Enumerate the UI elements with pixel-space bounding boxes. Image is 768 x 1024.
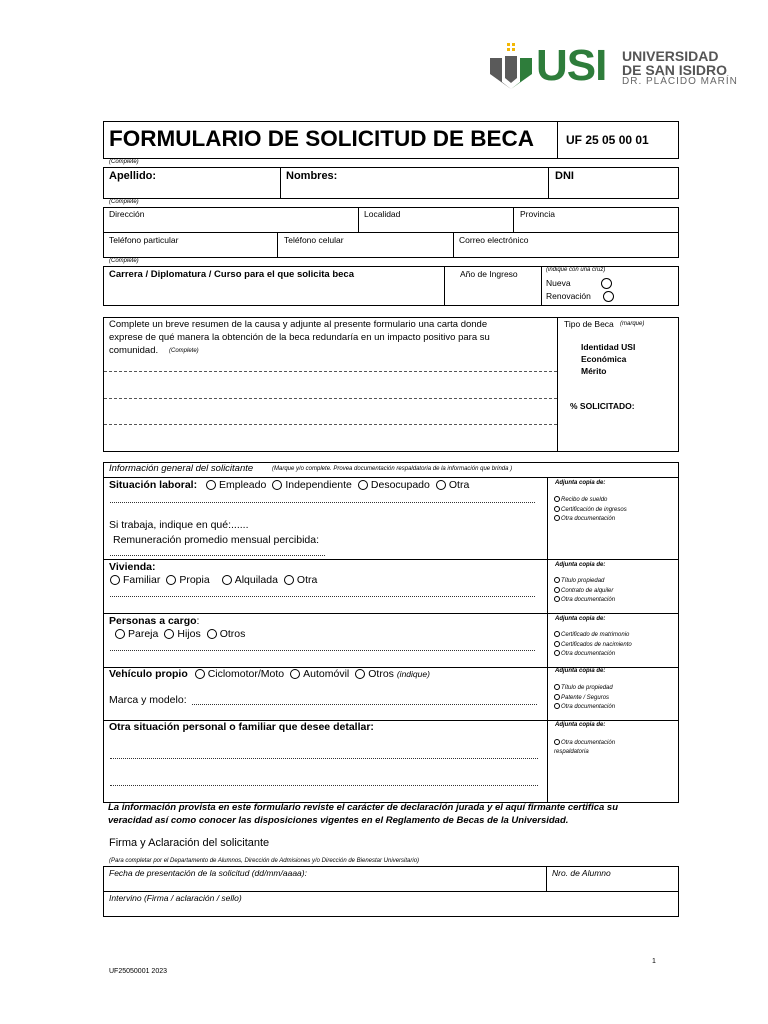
personas-docs: [554, 631, 632, 660]
resumen-complete-tag: (Complete): [169, 348, 199, 354]
tipo-beca-label: Tipo de Beca: [564, 319, 614, 329]
firma-label: Firma y Aclaración del solicitante: [109, 837, 270, 849]
resumen-line[interactable]: [104, 424, 557, 425]
remuneracion-line[interactable]: [110, 555, 325, 556]
laboral-independiente-radio[interactable]: [272, 480, 282, 490]
vehiculo-ciclomotor-radio[interactable]: [195, 669, 205, 679]
info-title: Información general del solicitante: [109, 463, 254, 474]
logo-line1: UNIVERSIDAD: [622, 48, 719, 64]
resumen-text-3: comunidad.: [109, 345, 159, 356]
carrera-field[interactable]: Carrera / Diplomatura / Curso para el que solicita beca: [109, 269, 354, 280]
depto-note: (Para completar por el Departamento de Alumnos, Dirección de Admisiones y/o Dirección de Bienestar Universitario): [109, 858, 420, 864]
vivienda-familiar-radio[interactable]: [110, 575, 120, 585]
renovacion-radio[interactable]: [603, 291, 614, 302]
page-number: 1: [652, 958, 656, 965]
declaracion-line1: La información provista en este formulario reviste el carácter de declaración jurada y el aquí firmante certifica su: [108, 802, 619, 813]
correo-field[interactable]: Correo electrónico: [459, 235, 529, 245]
laboral-label: Situación laboral:: [109, 479, 198, 491]
intervino-field[interactable]: Intervino (Firma / aclaración / sello): [109, 893, 242, 903]
laboral-docs: [554, 496, 627, 525]
personas-pareja-radio[interactable]: [115, 629, 125, 639]
laboral-independiente-label: Independiente: [285, 479, 352, 491]
otra-situacion-line[interactable]: [110, 785, 538, 786]
vehiculo-label: Vehículo propio: [109, 668, 188, 680]
form-title: FORMULARIO DE SOLICITUD DE BECA: [109, 126, 534, 151]
tipo-merito[interactable]: Mérito: [581, 366, 607, 376]
vivienda-options: [110, 574, 317, 586]
doc-otra[interactable]: Otra documentación: [554, 703, 615, 713]
vehiculo-automovil-label: Automóvil: [303, 668, 350, 680]
tipo-identidad-usi[interactable]: Identidad USI: [581, 342, 636, 352]
doc-certificados-nacimiento[interactable]: Certificados de nacimiento: [554, 641, 632, 651]
si-trabaja-field[interactable]: Si trabaja, indique en qué:......: [109, 519, 249, 531]
porcentaje-solicitado[interactable]: % SOLICITADO:: [570, 401, 635, 411]
renovacion-label: Renovación: [546, 291, 591, 301]
adjunta-label: Adjunta copia de:: [555, 722, 606, 728]
vivienda-propia-label: Propia: [179, 574, 210, 586]
laboral-desocupado-label: Desocupado: [370, 479, 430, 491]
apellido-field[interactable]: Apellido:: [109, 170, 157, 182]
nombres-field[interactable]: Nombres:: [286, 170, 338, 182]
personas-colon: :: [196, 615, 200, 627]
logo-line2: DE SAN ISIDRO: [622, 62, 728, 78]
resumen-line[interactable]: [104, 398, 557, 399]
doc-recibo-sueldo[interactable]: Recibo de sueldo: [554, 496, 627, 506]
adjunta-label: Adjunta copia de:: [555, 668, 606, 674]
laboral-line[interactable]: [110, 502, 535, 503]
declaracion-line2: veracidad así como conocer las disposiciones vigentes en el Reglamento de Becas de la Universidad.: [108, 815, 569, 826]
otra-docs: [554, 739, 615, 757]
nueva-radio[interactable]: [601, 278, 612, 289]
doc-respaldatoria-label: respaldatoria: [554, 749, 589, 755]
personas-label: Personas a cargo: [109, 615, 197, 627]
form-code: UF 25 05 00 01: [566, 133, 649, 147]
indique-cruz-note: (indique con una cruz): [546, 267, 606, 273]
otra-situacion-line[interactable]: [110, 758, 538, 759]
personas-pareja-label: Pareja: [128, 628, 159, 640]
footer-code: UF25050001 2023: [109, 968, 167, 975]
personas-hijos-label: Hijos: [177, 628, 201, 640]
remuneracion-field[interactable]: Remuneración promedio mensual percibida:: [113, 534, 320, 546]
provincia-field[interactable]: Provincia: [520, 209, 555, 219]
doc-certificacion-ingresos[interactable]: Certificación de ingresos: [554, 506, 627, 516]
fecha-presentacion-field[interactable]: Fecha de presentación de la solicitud (dd/mm/aaaa):: [109, 868, 307, 878]
complete-tag: (Complete): [109, 258, 139, 264]
anio-ingreso-field[interactable]: Año de Ingreso: [460, 269, 518, 279]
laboral-otra-label: Otra: [448, 479, 470, 491]
resumen-line[interactable]: [104, 371, 557, 372]
logo-acronym: USI: [536, 41, 607, 90]
telefono-celular-field[interactable]: Teléfono celular: [284, 235, 344, 245]
doc-otra[interactable]: Otra documentación: [554, 650, 632, 660]
doc-titulo-propiedad-vehiculo[interactable]: Título de propiedad: [554, 684, 615, 694]
otra-situacion-label: Otra situación personal o familiar que desee detallar:: [109, 721, 374, 733]
vehiculo-otros-label: Otros: [368, 668, 394, 680]
vehiculo-automovil-radio[interactable]: [290, 669, 300, 679]
personal-box: [103, 167, 679, 199]
logo-emblem-icon: [488, 42, 534, 90]
doc-titulo-propiedad[interactable]: Título propiedad: [554, 577, 615, 587]
vehiculo-docs: [554, 684, 615, 713]
doc-otra[interactable]: Otra documentación: [554, 596, 615, 606]
personas-otros-radio[interactable]: [207, 629, 217, 639]
personas-hijos-radio[interactable]: [164, 629, 174, 639]
direccion-field[interactable]: Dirección: [109, 209, 145, 219]
telefono-particular-field[interactable]: Teléfono particular: [109, 235, 179, 245]
laboral-empleado-radio[interactable]: [206, 480, 216, 490]
adjunta-label: Adjunta copia de:: [555, 616, 606, 622]
laboral-otra-radio[interactable]: [436, 480, 446, 490]
vivienda-alquilada-label: Alquilada: [234, 574, 278, 586]
vehiculo-otros-radio[interactable]: [355, 669, 365, 679]
adjunta-label: Adjunta copia de:: [555, 480, 606, 486]
vivienda-propia-radio[interactable]: [166, 575, 176, 585]
marca-modelo-label: Marca y modelo:: [109, 694, 187, 706]
usi-logo: [488, 42, 738, 92]
doc-patente-seguros[interactable]: Patente / Seguros: [554, 694, 615, 704]
personas-label-row: [109, 615, 199, 627]
vivienda-alquilada-radio[interactable]: [222, 575, 232, 585]
info-title-note: (Marque y/o complete. Provea documentación respaldatoria de la información que brinda ): [272, 466, 513, 472]
dni-field[interactable]: DNI: [555, 170, 574, 182]
resumen-text-2: exprese de qué manera la obtención de la beca redundaría en un impacto positivo para su: [109, 332, 490, 343]
doc-certificado-matrimonio[interactable]: Certificado de matrimonio: [554, 631, 632, 641]
marca-modelo-line[interactable]: [192, 704, 537, 705]
personas-line[interactable]: [110, 650, 535, 651]
vehiculo-row: [109, 668, 430, 680]
tipo-economica[interactable]: Económica: [581, 354, 627, 364]
doc-otra[interactable]: Otra documentación: [554, 515, 627, 525]
doc-otra-respaldatoria[interactable]: Otra documentación: [554, 739, 615, 748]
vivienda-otra-radio[interactable]: [284, 575, 294, 585]
localidad-field[interactable]: Localidad: [364, 209, 401, 219]
complete-tag: (Complete): [109, 159, 139, 165]
personas-otros-label: Otros: [219, 628, 246, 640]
nueva-label: Nueva: [546, 278, 571, 288]
laboral-empleado-label: Empleado: [219, 479, 267, 491]
complete-tag: (Complete): [109, 199, 139, 205]
vehiculo-indique: (indique): [396, 669, 430, 679]
vivienda-line[interactable]: [110, 596, 535, 597]
tipo-beca-marque: (marque): [620, 321, 645, 327]
laboral-desocupado-radio[interactable]: [358, 480, 368, 490]
vehiculo-ciclomotor-label: Ciclomotor/Moto: [207, 668, 285, 680]
logo-line3: DR. PLÁCIDO MARÍN: [622, 76, 738, 87]
vivienda-label: Vivienda:: [109, 561, 156, 573]
vivienda-docs: [554, 577, 615, 606]
vivienda-familiar-label: Familiar: [123, 574, 161, 586]
adjunta-label: Adjunta copia de:: [555, 562, 606, 568]
laboral-row: [109, 479, 469, 491]
doc-contrato-alquiler[interactable]: Contrato de alquiler: [554, 587, 615, 597]
personas-options: [115, 628, 245, 640]
vivienda-otra-label: Otra: [296, 574, 318, 586]
nro-alumno-field[interactable]: Nro. de Alumno: [552, 868, 611, 878]
resumen-text-1: Complete un breve resumen de la causa y adjunte al presente formulario una carta donde: [109, 319, 488, 330]
